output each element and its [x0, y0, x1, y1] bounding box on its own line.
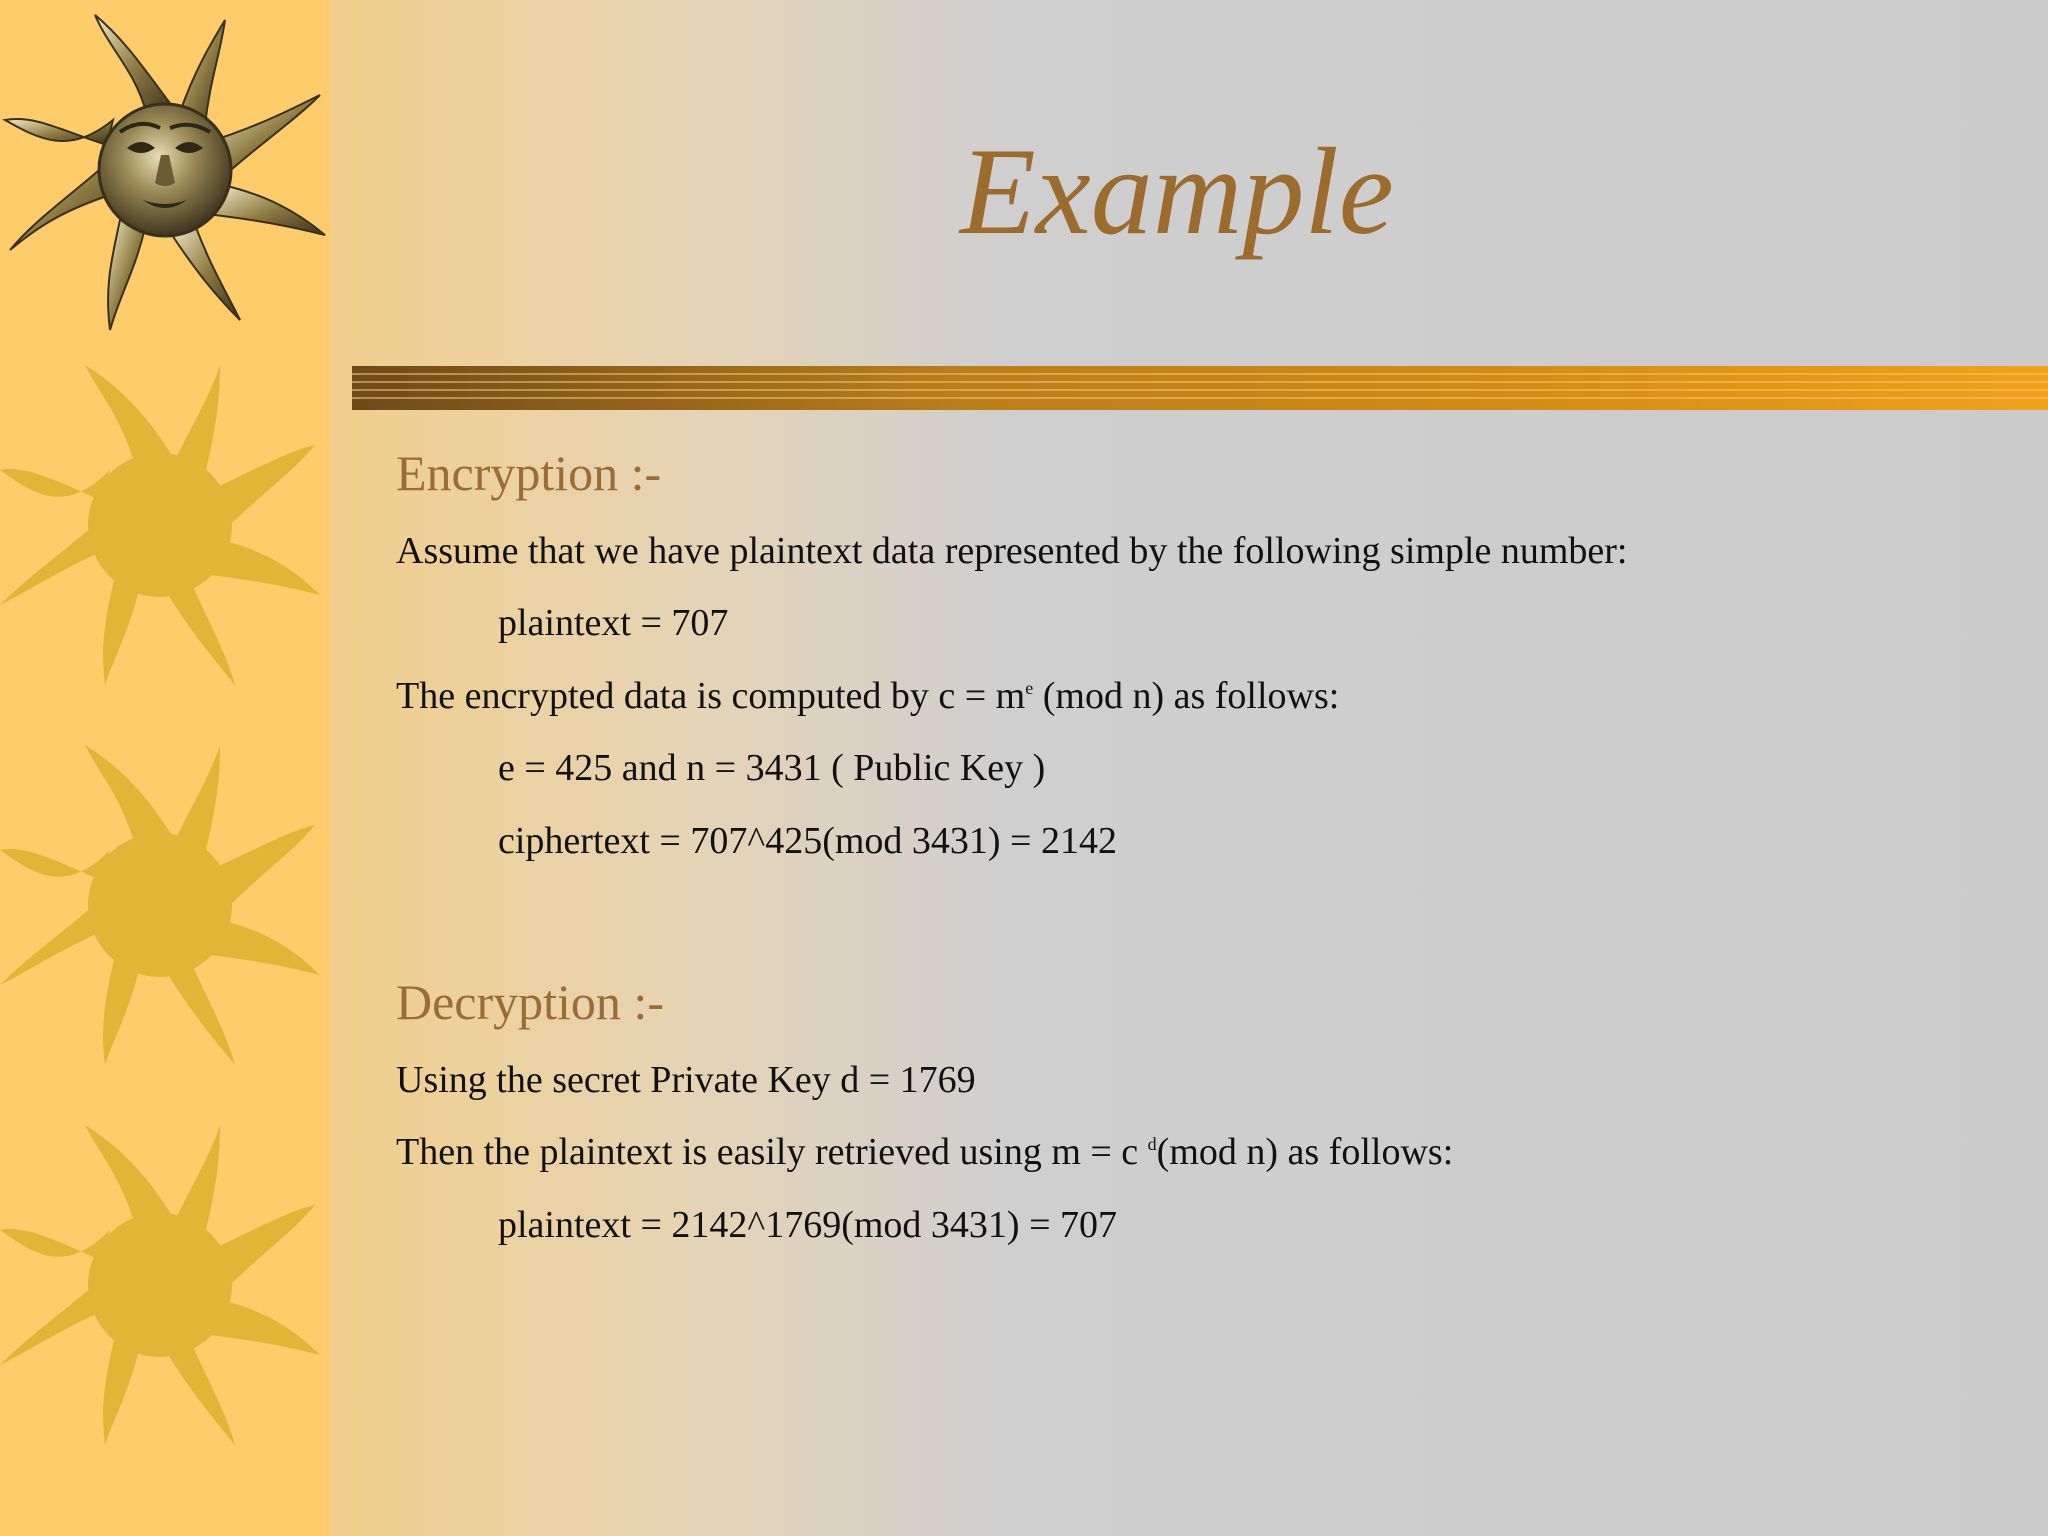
sun-icon	[0, 740, 330, 1080]
encryption-line-ciphertext: ciphertext = 707^425(mod 3431) = 2142	[498, 820, 1117, 862]
decorative-sidebar	[0, 0, 330, 1536]
encryption-line-plaintext: plaintext = 707	[498, 602, 729, 644]
decryption-line-private-key: Using the secret Private Key d = 1769	[396, 1059, 976, 1101]
exponent-e: e	[1025, 678, 1034, 698]
sun-icon	[0, 360, 330, 700]
formula-text: The encrypted data is computed by c = m	[396, 675, 1026, 717]
formula-text: Then the plaintext is easily retrieved using m = c	[396, 1131, 1148, 1173]
sun-icon	[0, 1120, 330, 1460]
encryption-line-public-key: e = 425 and n = 3431 ( Public Key )	[498, 747, 1046, 789]
decryption-line-formula	[396, 1133, 1453, 1171]
title-divider	[352, 366, 2048, 410]
metallic-sun-face-icon	[0, 0, 330, 340]
encryption-line-formula	[396, 677, 1339, 715]
encryption-line-assumption: Assume that we have plaintext data represented by the following simple number:	[396, 530, 1628, 572]
encryption-heading: Encryption :-	[396, 445, 662, 501]
formula-text-end: (mod n) as follows:	[1156, 1131, 1454, 1173]
formula-text-end: (mod n) as follows:	[1033, 675, 1340, 717]
decryption-line-plaintext: plaintext = 2142^1769(mod 3431) = 707	[498, 1204, 1118, 1246]
exponent-d: d	[1147, 1134, 1157, 1154]
slide-title: Example	[960, 123, 1394, 260]
decryption-heading: Decryption :-	[396, 974, 664, 1030]
